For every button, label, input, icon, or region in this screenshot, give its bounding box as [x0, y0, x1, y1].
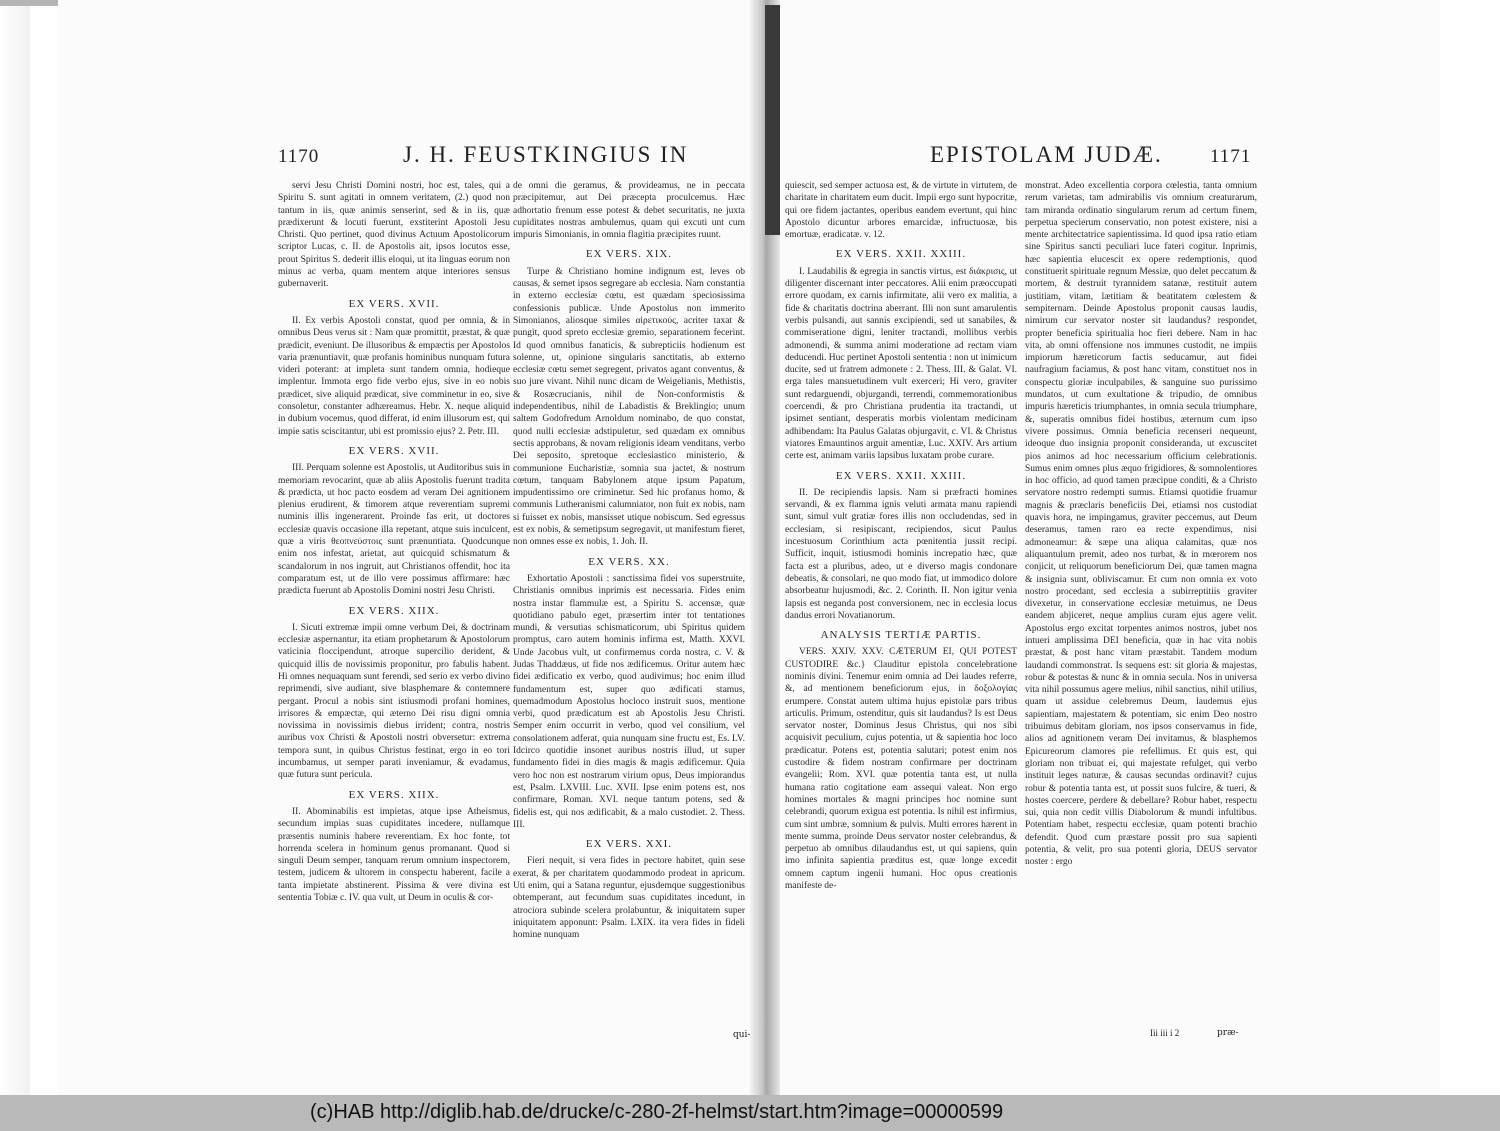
- left-column-1: [278, 180, 510, 906]
- left-page-number: 1170: [278, 146, 320, 167]
- section-heading: EX VERS. XIIX.: [348, 788, 440, 801]
- page-edge-right: [1440, 0, 1500, 1095]
- paragraph: de omni die geramus, & provideamus, ne in peccata præcipitemur, aut Dei præcepta proculcemus. Hæc adhortatio frenum esse potest & debet securitatis, ne juxta cupiditates nostras ambulemus, quam qui excuti unt cum impuris Simonianis, in omnia flagitia præcipites ruunt.: [513, 181, 745, 241]
- right-column-1: [785, 180, 1017, 894]
- footer-copyright-url: (c)HAB http://diglib.hab.de/drucke/c-280-2f-helmst/start.htm?image=00000599: [310, 1101, 1004, 1123]
- right-page-number: 1171: [1210, 146, 1252, 167]
- section-heading: EX VERS. XIIX.: [348, 604, 440, 617]
- page-edge-left: [0, 0, 30, 1095]
- left-page: [58, 0, 758, 1095]
- section-heading: EX VERS. XXII. XXIII.: [835, 248, 967, 261]
- left-header: [58, 142, 758, 172]
- section-heading: EX VERS. XXII. XXIII.: [835, 469, 967, 482]
- right-running-title: EPISTOLAM JUDÆ.: [930, 142, 1163, 167]
- section-heading: EX VERS. XXI.: [585, 838, 673, 851]
- left-column-2: [513, 180, 745, 944]
- paragraph: I. Sicuti extremæ impii omne verbum Dei, & doctrinam ecclesiæ aspernantur, ita etiam prophetarum & Apostolorum vaticinia floccipendunt, atroque supercilio derident, & quicquid illis de novissimis proponitur, pro fabulis habent. Hi omnes nequaquam sunt ferendi, sed serio ex verbo divino reprimendi, sive audiant, sive blasphemare & contemnere pergant. Procul a nobis sint istiusmodi profani homines, irrisores & empæctæ, qui æterno Dei risu digni omnia novissima in novissimis diebus irrident; contra, nostris auribus vox Christi & Apostoli nostri obversetur: extrema tempora sunt, in quibus Christus festinat, ergo in eo tori incumbamus, ut semper parati inveniamur, & evadamus, quæ futura sunt pericula.: [278, 622, 510, 781]
- paragraph: II. Ex verbis Apostoli constat, quod per omnia, & in omnibus Deus verus sit : Nam quæ promittit, præstat, & quæ prædicit, eveniunt. De illusoribus & empæctis per Apostolos varia prænuntiavit, quæ profanis hominibus nunquam futura videri poterant: at impleta sunt tandem omnia, hodieque implentur. Immota ergo fide verbo ejus, sive in eo nobis prædicet, sive aliquid prædicat, sive comminetur in eo, sive consoletur, constanter adhæreamus. Hebr. X. neque aliquid in dubium vocemus, quod differat, id enim illusorum est, qui impie satis sciscitantur, ubi est promissio ejus? 2. Petr. III.: [278, 315, 510, 437]
- paragraph: VERS. XXIV. XXV. CÆTERUM EI, QUI POTEST CUSTODIRE &c.} Clauditur epistola concelebratione nominis divini. Tenemur enim omnia ad Dei laudes referre, &, ad mentionem beneficiorum ejus, in δοξολογίας erumpere. Constat autem ultima hujus epistolæ pars tribus articulis. Primum, ostenditur, quis sit laudandus? Is est Deus servator noster, Dominus Jesus Christus, qui nos sibi acquisivit peculium, cujus potentia, ut & sapientia hoc loco prædicatur. Potens est, potentia salutari; potest enim nos custodire & fidem nostram confirmare per doctrinam evangelii; Rom. XVI. quæ potentia tanta est, ut nulla humana ratio cogitatione eam assequi valeat. Non ergo homines mortales & magni principes hoc nomine sunt celebrandi, quorum exigua est potentia. Is nihil est infirmius, cum sint umbræ, somnium & pulvis. Multi errores hærent in mente summa, proinde Deus servator noster celebrandus, & perpetuo ab omnibus dilaudandus est, ut qui sapiens, quin imo infinita sapientia præditus est, quæ longe excedit omnem captum ingenii humani. Hoc opus creationis manifeste de-: [785, 647, 1017, 892]
- right-page: [780, 0, 1480, 1095]
- left-catchword: qui-: [733, 1030, 751, 1040]
- footer-bar: [0, 1095, 1500, 1131]
- section-heading: ANALYSIS TERTIÆ PARTIS.: [820, 629, 982, 642]
- paragraph: II. De recipiendis lapsis. Nam si præfracti homines servandi, & ex flamma ignis veluti armata manu rapiendi sunt, simul vult gratiæ fores illis non occludendas, sed in ecclesiam, si resipiscant, recipiendos, sicut Paulus incestuosum Corinthium acta pœnitentia jussit recipi. Sufficit, inquit, istiusmodi hominis increpatio hæc, quæ facta est a pluribus, adeo, ut e diverso magis condonare debeatis, & consolari, ne quo modo fiat, ut immodico dolore absorbeatur hujusmodi, &c. 2. Corinth. II. Non igitur venia lapsis est neganda post conversionem, nec in ecclesia locus dandus errori Novatianorum.: [785, 487, 1017, 621]
- section-heading: EX VERS. XVII.: [348, 297, 440, 310]
- paragraph: monstrat. Adeo excellentia corpora cœlestia, tanta omnium rerum varietas, tam admirabilis vis omnium creaturarum, tam miranda ordinatio singularum rerum ad certum finem, perpetua specierum conservatio, non potest existere, nisi a mente architectatrice sapientissima. Id quod ipsa ratio etiam sine Spiritus sancti peculiari luce fateri cogitur. Inprimis, hæc sapientia elucescit ex opere redemptionis, quod constituerit spirituale regnum Messiæ, quo delet peccatum & mortem, & destruit tyrannidem satanæ, restituit autem justitiam, vitam, lætitiam & beatitatem cœlestem & sempiternam. Deinde Apostolus proponit causas laudis, nimirum cur servator noster sit laudandus? respondet, propter beneficia spiritualia hoc fieri debere. Nam in hac vita, ab omni offensione nos immunes custodit, ne impiis impiorum hæreticorum factis seducamur, aut fidei naufragium faciamus, & post hanc vitam, constituet nos in conspectu gloriæ inculpabiles, & sanguine suo purissimo mundatos, ut cum exultatione & tripudio, de omnibus impuris hæreticis triumphantes, in omnia secula triumphare, &, superatis omnibus fidei hostibus, æternum cum ipso vivere possimus. Omnia beneficia recenseri nequeunt, ideoque duo insignia proponit consideranda, ut excuscitet pios animos ad hoc necessarium officium celebrationis. Sumus enim omnes plus æquo frigidiores, & somnolentiores in hoc officio, ad quod tamen præcipue conditi, & a Christo servatore nostro redempti sumus. Etiamsi quotidie fruamur magnis & præclaris beneficiis Dei, etiamsi nos custodiat quavis hora, ne impingamus, graviter peccemus, aut Deum deseramus, tamen raro ea recte expendimus, nisi admoneamur: & sæpe una aliqua calamitas, quæ nos aliquantulum premit, adeo nos turbat, & in mœrorem nos conjicit, ut reliquorum beneficiorum Dei, quæ tamen magna & insignia sunt, obliviscamur. Et cum non omnia ex voto nostro procedant, sed ecclesia a subirreptitiis graviter divexetur, in conservatione ecclesiæ metuimus, ne Deus eandem abjiceret, neque amplius curam ejus agere velit. Apostolus ergo excitat torpentes animos nostros, jubet nos intueri amplissima DEI beneficia, quæ in hac vita nobis præstat, & post hanc vitam præstabit. Tandem modum laudandi commonstrat. Is sequens est: sit gloria & majestas, robur & potestas & nunc & in omnia secula. Nos in universa vita nihil possumus agere melius, nihil sanctius, nihil utilius, quam ut assidue celebremus Deum, laudemus ejus sapientiam, majestatem & potentiam, sic enim Deo nostro tribuimus debitam gloriam, nos ipsos conservamus in fide, alios ad agnitionem veram Dei invitamus, & blasphemos Epicureorum clamores pie refellimus. Et quis est, qui gloriam non tribuat ei, qui majestate refulget, qui verbo instituit leges naturæ, & causas secundas ordinavit? cujus robur & potentia tanta est, ut possit suos fulcire, & tueri, & hostes coercere, perdere & debellare? Robur habet, respectu sui, quia non cedit villis Diabolorum & mundi infultibus. Potentiam habet, respectu ecclesiæ, quam potenti brachio defendit. Quod cum præstare possit pro sua sapienti potentia, & velit, pro sua potenti gloria, DEUS servator noster : ergo: [1025, 181, 1257, 868]
- section-heading: EX VERS. XX.: [588, 555, 670, 568]
- paragraph: III. Perquam solenne est Apostolis, ut Auditoribus suis in memoriam revocarint, quæ ab aliis Apostolis fuerunt tradita & prædicta, ut hoc pacto eosdem ad veram Dei agnitionem plenius erudirent, & timorem atque reverentiam supremi numinis illis ingenerarent. Proinde fas erit, ut doctores ecclesiæ quavis occasione illa repetant, atque suis inculcent, quæ a viris θεοπνεύστοις sunt prænuntiata. Quodcunque enim nos infestat, arietat, aut quicquid schismatum & scandalorum in nos ingruit, aut Christianos offendit, hoc ita comparatum est, ut de illo vere possimus affirmare: hæc prædicta fuerunt ab Apostolis Domini nostri Jesu Christi.: [278, 463, 510, 597]
- paragraph: II. Abominabilis est impietas, atque ipse Atheismus, secundum impias suas cupiditates incedere, nullamque præsentis numinis habere reverentiam. Ex hoc fonte, tot horrenda scelera in hominum genus promanant. Quod si singuli Deum semper, tanquam rerum omnium inspectorem, testem, judicem & ultorem in conspectu haberent, facile a tanta impietate abstinerent. Pissima & vere divina est sententia Tobiæ c. IV. qua vult, ut Deum in oculis & cor-: [278, 806, 510, 904]
- signature-mark: Iii iii i 2: [1150, 1028, 1180, 1038]
- paragraph: Fieri nequit, si vera fides in pectore habitet, quin sese exerat, & per charitatem quodammodo prodeat in apricum. Uti enim, qui a Satana reguntur, ejusdemque suggestionibus obtemperant, aut fecundum suas cupiditates incedunt, in atrociora subinde scelera prolabuntur, & iniquitatem super iniquitatem apponunt: Psalm. LXIX. ita vera fides in fideli homine nunquam: [513, 856, 745, 941]
- paragraph: I. Laudabilis & egregia in sanctis virtus, est διάκρισις, ut diligenter discernant inter peccatores. Alii enim præoccupati errore quodam, ex carnis infirmitate, alii vero ex malitia, a fide & charitatis doctrina aberrant. Illi non sunt amarulentis verbis pulsandi, aut sannis excipiendi, sed ut sanabiles, & commiseratione digni, leniter tractandi, mollibus verbis admonendi, & summa animi moderatione ad rectam viam deducendi. Huc pertinet Apostoli sententia : non ut inimicum ducite, sed ut fratrem admonete : 2. Thess. III. & Galat. VI. erga tales mansuetudinem vult exerceri; Hi vero, graviter sunt redarguendi, objurgandi, terrendi, commemorationibus coercendi, & pro Christiana prudentia ita tractandi, ut ipsimet sentiant, desperatis morbis violentam medicinam adhibendam: Ita Paulus Galatas objurgavit, c. VI. & Christus viatores Emauntinos arguit amentiæ, Luc. XXIV. Ars artium certe est, animam variis lapsibus luxatam probe curare.: [785, 266, 1017, 462]
- paragraph: quiescit, sed semper actuosa est, & de virtute in virtutem, de charitate in charitatem eum ducit. Impii ergo sunt hypocritæ, qui ore fidem jactantes, operibus eandem evertunt, qui hinc Apostolo dicuntur arbores emarcidæ, infructuosæ, bis emortuæ, eradicatæ. v. 12.: [785, 181, 1017, 241]
- paragraph: Turpe & Christiano homine indignum est, leves ob causas, & semet ipsos segregare ab ecclesia. Nam constantia in externo ecclesiæ cœtu, est quædam speciosissima confessionis publicæ. Unde Apostolus non immerito Simonianos, aliosque similes αἱρετικούς, acriter taxat & pungit, quod spreto ecclesiæ gremio, separationem fecerint. Id quod omnibus fanaticis, & subrepticiis hodienum est solenne, ut, opinione singularis sanctitatis, ab externo ecclesiæ cœtu semet segregent, privatos agant conventus, & suo jure vivant. Nihil nunc dicam de Weigelianis, Methistis, & Rosæcrucianis, nihil de Non-conformistis & independentibus, nihil de Labadistis & Breklingio; unum saltem Godofredum Arnoldum nominabo, de quo constat, quod nulli ecclesiæ adstipuletur, sed quædam ex omnibus sectis approbans, & novam religionis ideam venditans, verbo Dei seposito, spretoque ecclesiastico ministerio, & communione Eucharistiæ, somnia sua jactet, & nostrum cœtum, tanquam Babylonem atque ipsum Papatum, impudentissimo ore criminetur. Sed hic profanus homo, & communis Lutheranismi calumniator, non fuit ex nobis, nam si fuisset ex nobis, mansisset utique nobiscum. Sed egressus est ex nobis, & semetipsum segregavit, ut manifestum fieret, non omnes esse ex nobis, 1. Joh. II.: [513, 266, 745, 548]
- right-catchword: præ-: [1217, 1028, 1239, 1038]
- section-heading: EX VERS. XIX.: [585, 248, 673, 261]
- left-running-title: J. H. FEUSTKINGIUS IN: [403, 142, 689, 167]
- right-column-2: [1025, 180, 1257, 871]
- paragraph: servi Jesu Christi Domini nostri, hoc est, tales, qui a Spiritu S. sunt agitati in omnem veritatem, (2.) quod non tantum in iis, quæ animis senserint, sed & in iis, quæ prædixerunt & locuti fuerunt, exstiterint Apostoli Jesu Christi. Quo pertinet, quod divinus Actuum Apostolicorum scriptor Lucas, c. II. de Apostolis ait, ipsos locutos esse, prout Spiritus S. dederit illis eloqui, ut ita linguas eorum non minus ac verba, quam mentem atque interiores sensus gubernaverit.: [278, 181, 510, 290]
- section-heading: EX VERS. XVII.: [348, 444, 440, 457]
- right-header: [780, 142, 1480, 172]
- paragraph: Exhortatio Apostoli : sanctissima fidei vos superstruite, Christianis omnibus inprimis est necessaria. Fides enim nostra instar flammulæ est, a Spiritu S. accensæ, quæ quotidiano pabulo eget, præsertim inter tot tentationes mundi, & versutias schismaticorum, ubi Spiritus quidem promptus, caro autem hominis infirma est, Matth. XXVI. Unde Jacobus vult, ut confirmemus corda nostra, c. V. & Judas Thaddæus, ut fide nos ædificemus. Oritur autem hæc fidei ædificatio ex verbo, quod audivimus; hoc enim illud fundamentum est, super quo ædificati stamus, quemadmodum Apostolus hocloco instruit suos, mentione verbi, quod prædicatum est ab Apostolis Jesu Christi. Semper enim occurrit in verbo, quod vel consilium, vel consolationem adferat, quia nunquam sine fructu est, Es. LV. Idcirco quotidie insonet auribus nostris illud, ut super fundamento fidei in dies magis & magis ædificemur. Quia vero hoc non est nostrarum virium opus, Deus impiorandus est, Psalm. LXVIII. Luc. XVII. Ipse enim potens est, nos confirmare, Roman. XVI. neque tantum potens, sed & fidelis est, qui nos ædificabit, & a malo custodiet. 2. Thess. III.: [513, 573, 745, 830]
